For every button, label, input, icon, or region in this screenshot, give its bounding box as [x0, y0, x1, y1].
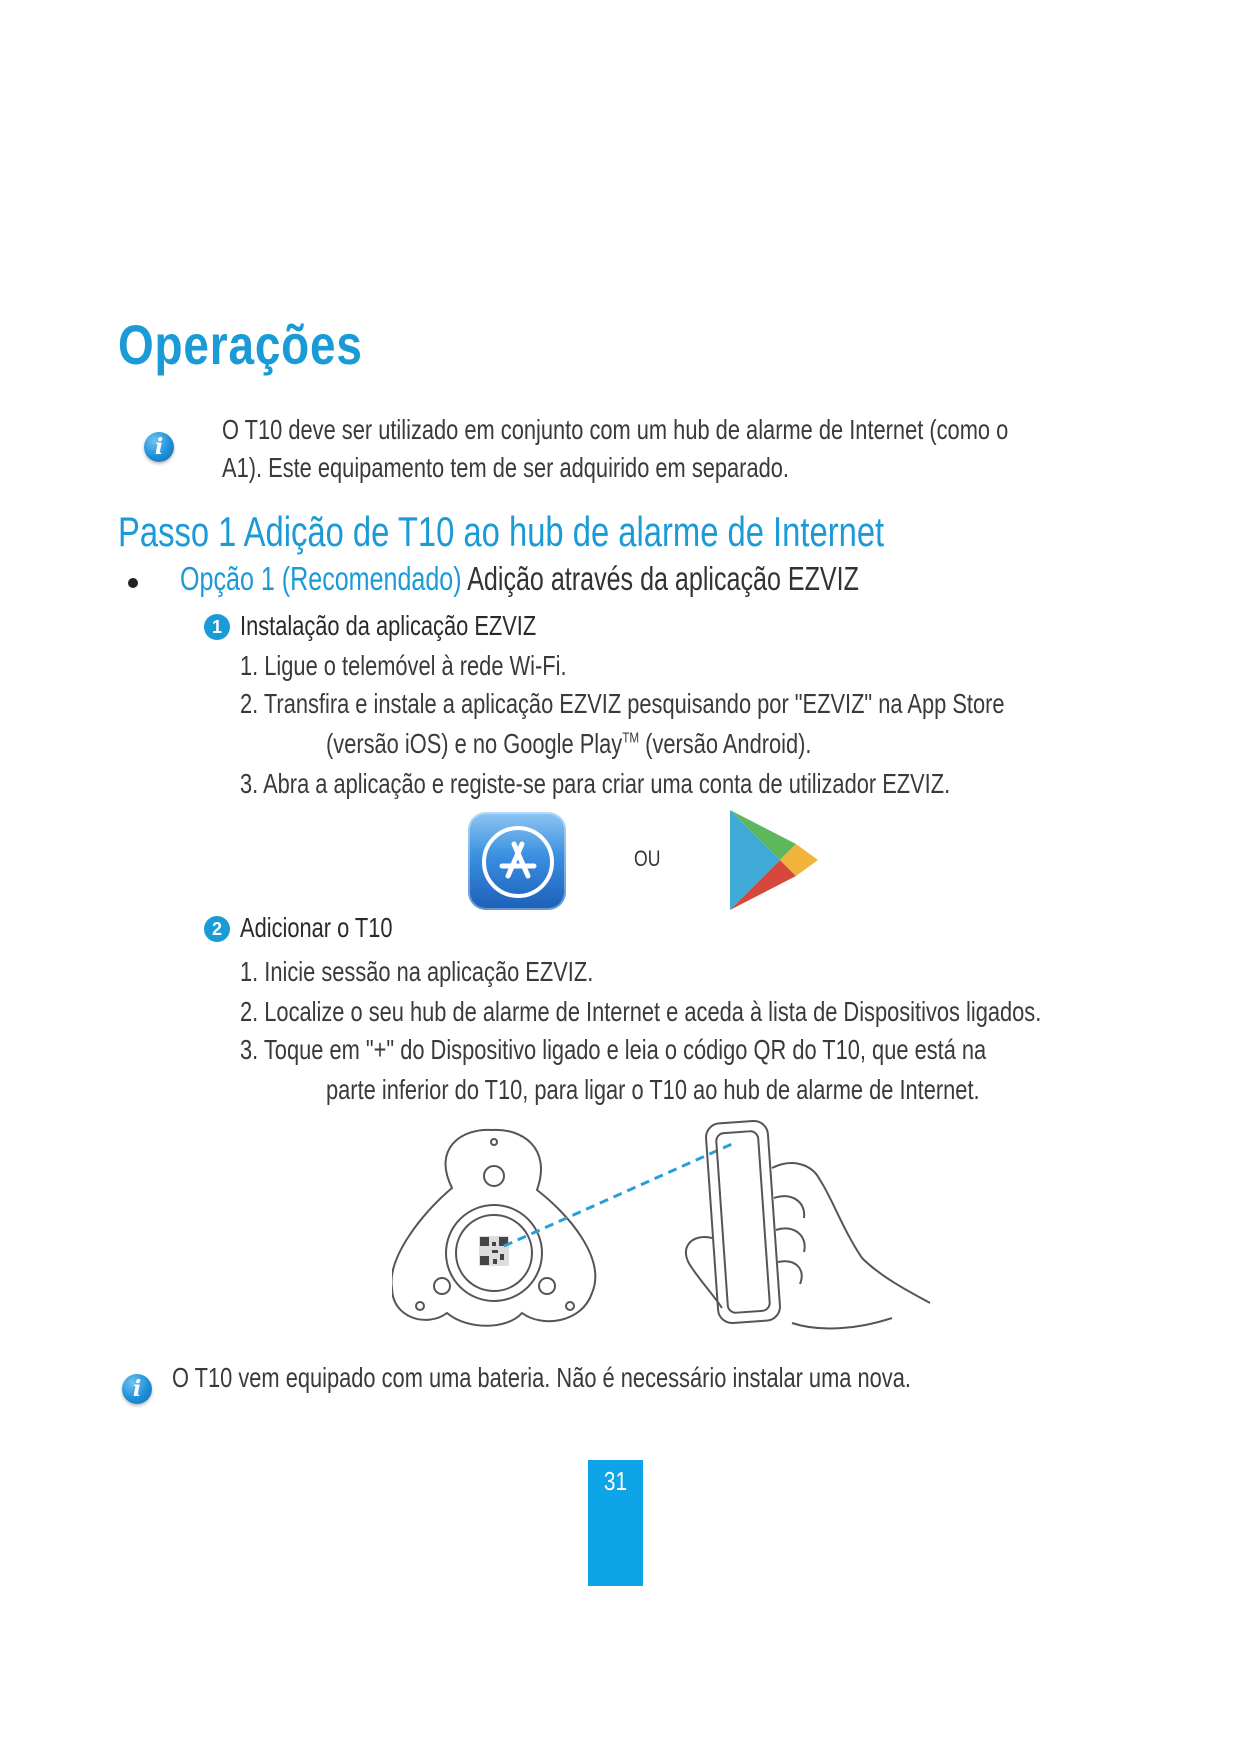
substep-2-line: 1. Inicie sessão na aplicação EZVIZ.	[240, 956, 594, 987]
bullet-dot	[128, 578, 138, 588]
substep-1-line: (versão iOS) e no Google Play™ (versão Android).	[326, 728, 812, 759]
substep-2-line: parte inferior do T10, para ligar o T10 ao hub de alarme de Internet.	[326, 1074, 980, 1105]
substep-1-title: Instalação da aplicação EZVIZ	[240, 610, 537, 641]
note-bottom: O T10 vem equipado com uma bateria. Não é necessário instalar uma nova.	[172, 1362, 911, 1393]
page-number: 31	[603, 1466, 628, 1496]
note-top-line1: O T10 deve ser utilizado em conjunto com um hub de alarme de Internet (como o	[222, 414, 1009, 445]
store-separator: OU	[634, 846, 661, 871]
info-icon: i	[122, 1374, 152, 1404]
google-play-icon	[728, 808, 824, 912]
substep-1-badge: 1	[204, 614, 230, 640]
step-heading: Passo 1 Adição de T10 ao hub de alarme de Internet	[118, 508, 885, 555]
page-number-tab	[588, 1460, 643, 1586]
note-top-line2: A1). Este equipamento tem de ser adquirido em separado.	[222, 452, 789, 483]
substep-1-line: 3. Abra a aplicação e registe-se para criar uma conta de utilizador EZVIZ.	[240, 768, 951, 799]
substep-2-line: 2. Localize o seu hub de alarme de Internet e aceda à lista de Dispositivos ligados.	[240, 996, 1042, 1027]
substep-1-line: 1. Ligue o telemóvel à rede Wi-Fi.	[240, 650, 567, 681]
substep-2-badge: 2	[204, 916, 230, 942]
trademark-mark: TM	[622, 729, 640, 747]
substep-2-title: Adicionar o T10	[240, 912, 393, 943]
qr-scan-illustration	[392, 1118, 932, 1348]
option-heading: Opção 1 (Recomendado) Adição através da aplicação EZVIZ	[180, 560, 859, 597]
app-store-icon	[468, 812, 566, 910]
substep-2-line: 3. Toque em "+" do Dispositivo ligado e leia o código QR do T10, que está na	[240, 1034, 987, 1065]
substep-1-line: 2. Transfira e instale a aplicação EZVIZ pesquisando por "EZVIZ" na App Store	[240, 688, 1005, 719]
info-icon: i	[144, 432, 174, 462]
page-title: Operações	[118, 313, 363, 376]
